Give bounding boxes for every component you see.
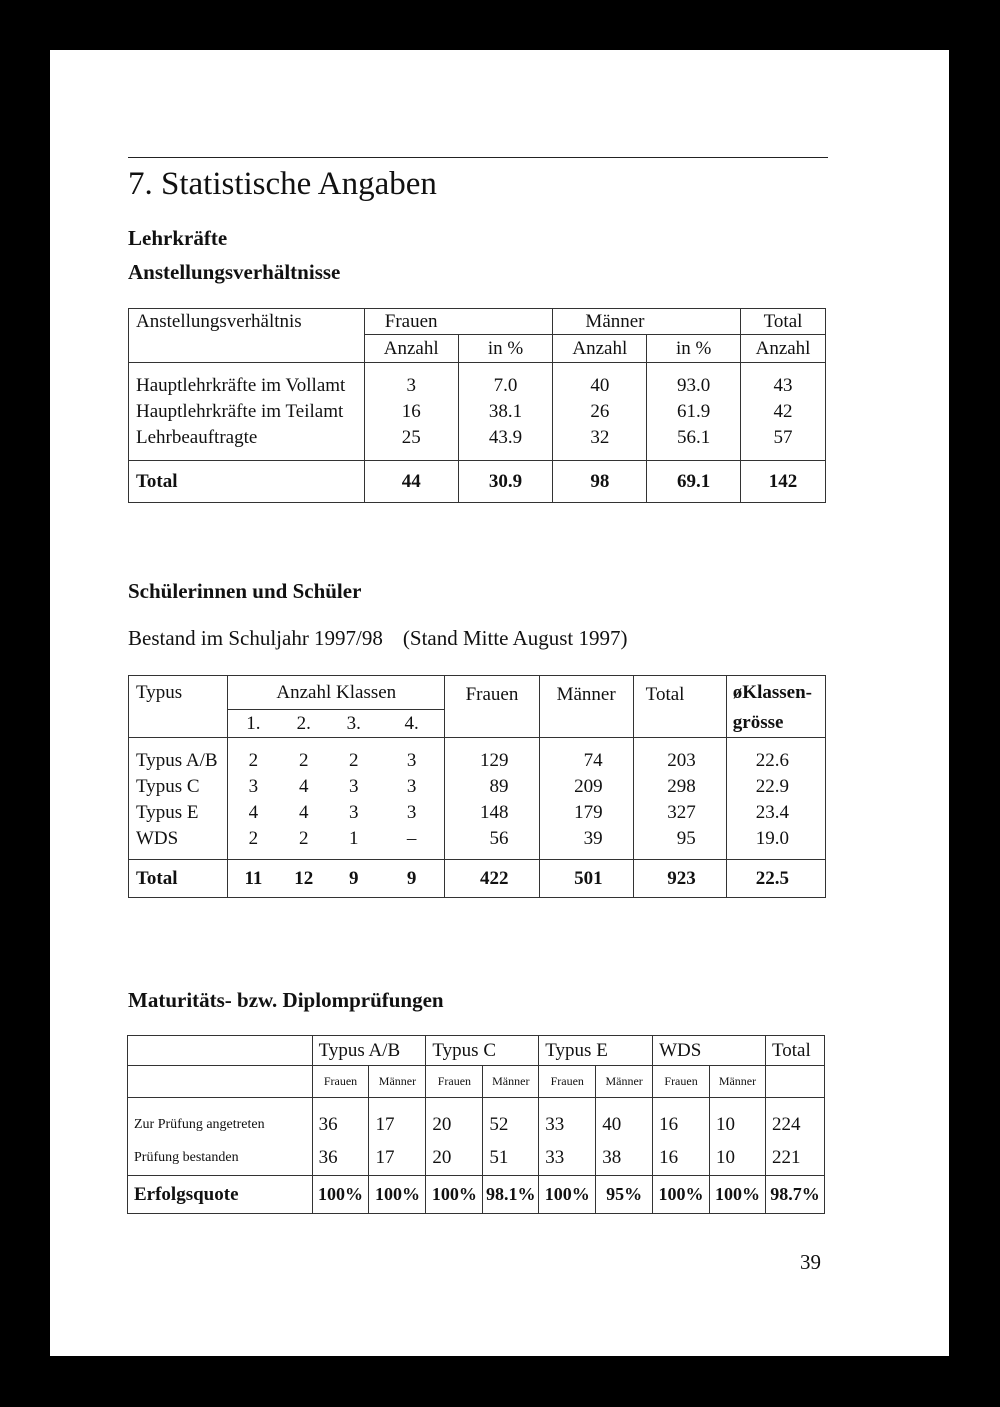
table-anstellungsverhaeltnisse — [128, 308, 826, 503]
table-row: Typus A/B 2 2 2 3 129 74 203 22.6 — [129, 748, 826, 774]
header-cell: 4. — [379, 710, 445, 738]
heading-pruefungen: Maturitäts- bzw. Diplomprüfungen — [128, 988, 444, 1012]
table-schueler — [128, 675, 826, 898]
total-row: Total 11 12 9 9 422 501 923 22.5 — [129, 860, 826, 898]
header-cell: in % — [647, 335, 741, 363]
document-page — [50, 50, 949, 1356]
header-cell: Anzahl — [741, 335, 826, 363]
header-cell: Total — [765, 1036, 824, 1066]
heading-schueler: Schülerinnen und Schüler — [128, 579, 362, 603]
table-row: Hauptlehrkräfte im Teilamt 16 38.1 26 61.9 42 — [129, 399, 826, 425]
stand-text: (Stand Mitte August 1997) — [402, 626, 628, 650]
header-cell: 1. — [228, 710, 279, 738]
header-cell: grösse — [726, 710, 825, 738]
total-row: Erfolgsquote 100% 100% 100% 98.1% 100% 95% 100% 100% 98.7% — [128, 1176, 825, 1214]
header-cell: Anzahl — [553, 335, 647, 363]
header-cell: Frauen — [445, 676, 539, 738]
header-cell: Männer — [539, 676, 633, 738]
total-row: Total 44 30.9 98 69.1 142 — [129, 461, 826, 503]
header-cell: Typus A/B — [312, 1036, 426, 1066]
table-row: Prüfung bestanden 36 17 20 51 33 38 16 10 221 — [128, 1142, 825, 1176]
heading-anstellungsverhaeltnisse: Anstellungsverhältnisse — [128, 260, 341, 284]
header-cell: WDS — [653, 1036, 766, 1066]
header-cell: Typus E — [539, 1036, 653, 1066]
top-rule — [128, 157, 828, 158]
bestand-text: Bestand im Schuljahr 1997/98 — [128, 626, 383, 650]
table-pruefungen: Typus A/B Typus C Typus E WDS Total Frauen Männer Frauen Männer Frauen Männer Frauen Männer Zur Prüfung angetreten 36 17 20 52 33 40 16 10 224 Prüfung bestanden 36 17 20 51 33 38 16 10 221 Erfolgsquote 100% 100% 100% 98.1% 100% 95% 100% 100% 98.7% — [127, 1035, 825, 1214]
header-cell: Frauen — [364, 309, 553, 335]
header-cell: 2. — [279, 710, 329, 738]
page-number: 39 — [800, 1250, 821, 1274]
table-row: Typus C 3 4 3 3 89 209 298 22.9 — [129, 774, 826, 800]
table-row: Zur Prüfung angetreten 36 17 20 52 33 40 16 10 224 — [128, 1108, 825, 1142]
header-cell: in % — [458, 335, 553, 363]
section-title: 7. Statistische Angaben — [128, 166, 437, 202]
heading-lehrkraefte: Lehrkräfte — [128, 226, 228, 250]
header-cell: Total — [741, 309, 826, 335]
header-cell: Typus — [136, 681, 183, 703]
header-cell: Anzahl Klassen — [228, 676, 445, 710]
header-cell: øKlassen- — [726, 676, 825, 710]
header-cell: Männer — [553, 309, 741, 335]
header-cell: Typus C — [426, 1036, 539, 1066]
table-row: Typus E 4 4 3 3 148 179 327 23.4 — [129, 800, 826, 826]
header-cell: Total — [633, 676, 726, 738]
header-cell: Anstellungsverhältnis — [136, 310, 302, 332]
header-cell: Anzahl — [364, 335, 458, 363]
table-row: Lehrbeauftragte 25 43.9 32 56.1 57 — [129, 425, 826, 451]
table-row: WDS 2 2 1 – 56 39 95 19.0 — [129, 826, 826, 852]
bestand-line — [128, 626, 628, 651]
table-row: Hauptlehrkräfte im Vollamt 3 7.0 40 93.0 43 — [129, 373, 826, 399]
header-cell: 3. — [329, 710, 379, 738]
